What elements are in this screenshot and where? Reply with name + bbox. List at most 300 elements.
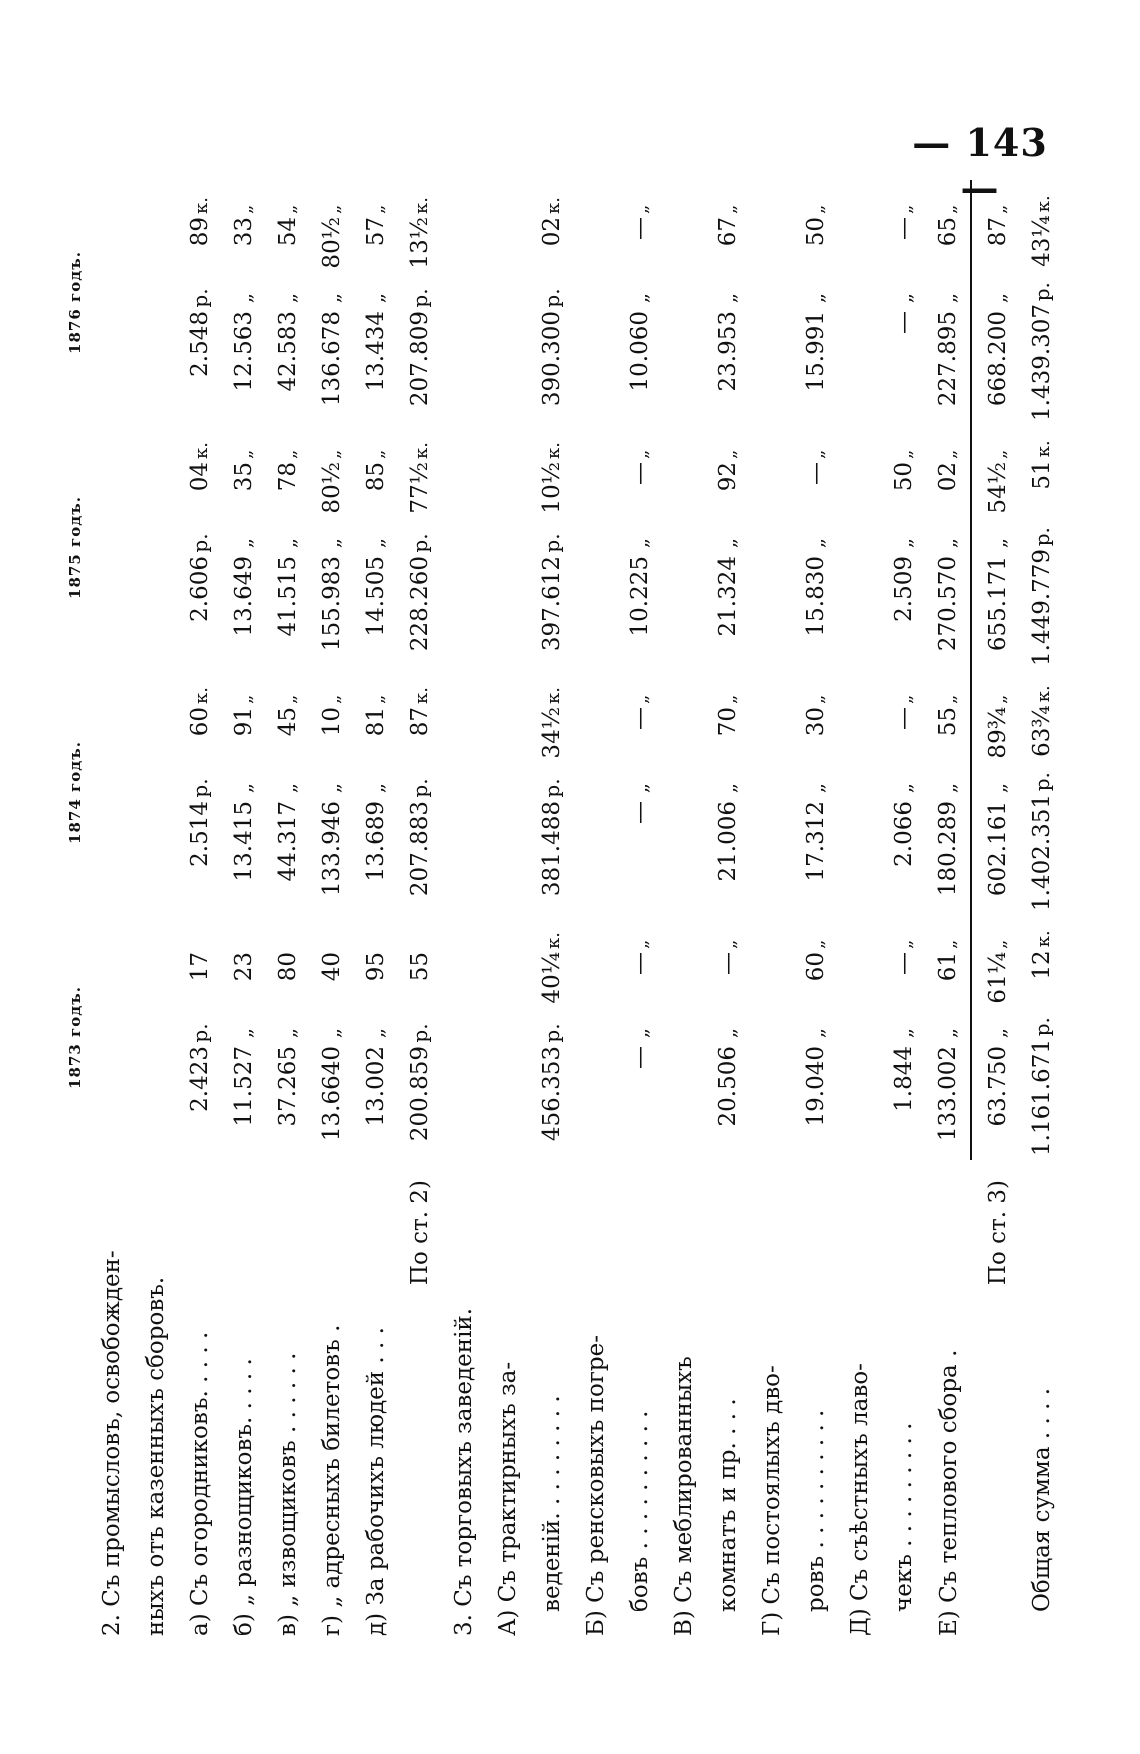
amount bbox=[539, 674, 565, 911]
rubles-amount: 200.859 bbox=[407, 1046, 433, 1142]
value-cell bbox=[354, 670, 398, 915]
amount bbox=[187, 429, 213, 666]
amount bbox=[319, 184, 345, 421]
value-cell bbox=[90, 670, 134, 915]
amount bbox=[715, 919, 741, 1156]
row-label: ныхъ отъ казенныхъ сборовъ. bbox=[143, 1276, 169, 1636]
kopeck-unit: „ bbox=[719, 939, 740, 949]
currency-unit: „ bbox=[804, 292, 828, 304]
table-row bbox=[310, 180, 354, 1640]
table-row bbox=[178, 180, 222, 1640]
value-cell bbox=[926, 425, 971, 670]
kopecks-amount: 10½ bbox=[539, 462, 565, 514]
currency-unit: „ bbox=[892, 1027, 916, 1039]
currency-unit: „ bbox=[232, 782, 256, 794]
amount bbox=[275, 429, 301, 666]
currency-unit: „ bbox=[892, 537, 916, 549]
rubles-amount: 668.200 bbox=[985, 311, 1011, 407]
kopeck-unit: „ bbox=[279, 204, 300, 214]
value-cell bbox=[926, 915, 971, 1160]
rubles-amount: 136.678 bbox=[319, 311, 345, 407]
year-header: 1873 годъ. bbox=[66, 986, 84, 1089]
value-cell bbox=[442, 425, 486, 670]
amount bbox=[715, 674, 741, 911]
currency-unit: р. bbox=[540, 288, 564, 308]
rubles-amount: 17.312 bbox=[803, 801, 829, 882]
rubles-amount: 456.353 bbox=[539, 1046, 565, 1142]
kopeck-unit: „ bbox=[939, 939, 960, 949]
amount bbox=[187, 674, 213, 911]
value-cell bbox=[574, 670, 618, 915]
rubles-amount: 21.006 bbox=[715, 801, 741, 882]
rubles-amount: 1.439.307 bbox=[1029, 303, 1055, 421]
amount bbox=[715, 429, 741, 666]
amount bbox=[985, 674, 1011, 911]
amount bbox=[231, 184, 257, 421]
rubles-amount: 133.002 bbox=[935, 1046, 961, 1142]
currency-unit: „ bbox=[716, 292, 740, 304]
row-label: Общая сумма . . . . bbox=[1029, 1387, 1055, 1612]
kopeck-unit: „ bbox=[279, 449, 300, 459]
value-cell bbox=[794, 180, 838, 425]
amount bbox=[1029, 674, 1055, 911]
amount bbox=[985, 429, 1011, 666]
kopecks-amount: — bbox=[891, 952, 917, 975]
kopeck-unit: к. bbox=[1033, 195, 1054, 213]
amount bbox=[275, 919, 301, 1156]
value-cell bbox=[882, 915, 926, 1160]
value-cell bbox=[618, 425, 662, 670]
kopeck-unit: „ bbox=[895, 939, 916, 949]
currency-unit: „ bbox=[936, 1027, 960, 1039]
value-cell bbox=[178, 670, 222, 915]
kopeck-unit: „ bbox=[895, 204, 916, 214]
currency-unit: „ bbox=[628, 1027, 652, 1039]
value-cell bbox=[530, 180, 574, 425]
rubles-amount: 14.505 bbox=[363, 556, 389, 637]
table-row bbox=[134, 180, 178, 1640]
currency-unit: „ bbox=[804, 1027, 828, 1039]
amount bbox=[363, 429, 389, 666]
currency-unit: „ bbox=[986, 782, 1010, 794]
value-cell bbox=[662, 915, 706, 1160]
kopecks-amount: 10 bbox=[319, 707, 345, 737]
table-row bbox=[442, 180, 486, 1640]
rubles-amount: 15.991 bbox=[803, 311, 829, 392]
currency-unit: „ bbox=[320, 537, 344, 549]
currency-unit: р. bbox=[188, 1023, 212, 1043]
value-cell bbox=[90, 425, 134, 670]
kopeck-unit: „ bbox=[807, 204, 828, 214]
kopeck-unit: к. bbox=[1033, 685, 1054, 703]
rubles-amount: 13.002 bbox=[363, 1046, 389, 1127]
table-row bbox=[838, 180, 882, 1640]
value-cell bbox=[134, 670, 178, 915]
currency-unit: р. bbox=[1030, 527, 1054, 547]
value-cell bbox=[266, 180, 310, 425]
value-cell bbox=[442, 670, 486, 915]
amount bbox=[891, 674, 917, 911]
rubles-amount: 12.563 bbox=[231, 311, 257, 392]
kopeck-unit: „ bbox=[279, 694, 300, 704]
table-row bbox=[618, 180, 662, 1640]
kopeck-unit: „ bbox=[323, 449, 344, 459]
value-cell bbox=[530, 425, 574, 670]
kopecks-amount: 55 bbox=[407, 952, 433, 982]
rubles-amount: 381.488 bbox=[539, 801, 565, 897]
value-cell bbox=[838, 425, 882, 670]
value-cell bbox=[310, 670, 354, 915]
table-row bbox=[354, 180, 398, 1640]
value-cell bbox=[574, 425, 618, 670]
rubles-amount: 227.895 bbox=[935, 311, 961, 407]
kopeck-unit: „ bbox=[939, 204, 960, 214]
amount bbox=[407, 919, 433, 1156]
currency-unit: „ bbox=[986, 292, 1010, 304]
rubles-amount: 13.6640 bbox=[319, 1046, 345, 1142]
rubles-amount: 397.612 bbox=[539, 556, 565, 652]
rubles-amount: 390.300 bbox=[539, 311, 565, 407]
rubles-amount: 270.570 bbox=[935, 556, 961, 652]
kopecks-amount: 91 bbox=[231, 707, 257, 737]
amount bbox=[891, 429, 917, 666]
kopeck-unit: „ bbox=[719, 449, 740, 459]
kopeck-unit: „ bbox=[989, 694, 1010, 704]
currency-unit: „ bbox=[320, 1027, 344, 1039]
amount bbox=[231, 919, 257, 1156]
rubles-amount: 41.515 bbox=[275, 556, 301, 637]
rotated-table-block bbox=[60, 180, 1055, 1640]
kopecks-amount: 89 bbox=[187, 217, 213, 247]
value-cell bbox=[530, 915, 574, 1160]
amount bbox=[363, 919, 389, 1156]
value-cell bbox=[662, 425, 706, 670]
currency-unit: „ bbox=[716, 537, 740, 549]
table-row bbox=[926, 180, 971, 1640]
kopecks-amount: 85 bbox=[363, 462, 389, 492]
year-header-row bbox=[60, 180, 90, 1640]
value-cell bbox=[134, 425, 178, 670]
value-cell bbox=[530, 670, 574, 915]
value-cell bbox=[486, 670, 530, 915]
currency-unit: „ bbox=[892, 292, 916, 304]
kopeck-unit: к. bbox=[191, 442, 212, 459]
currency-unit: р. bbox=[1030, 282, 1054, 302]
value-cell bbox=[486, 180, 530, 425]
row-label: Д) Съ съѣстныхъ лаво- bbox=[847, 1363, 873, 1636]
value-cell bbox=[266, 425, 310, 670]
kopeck-unit: „ bbox=[631, 449, 652, 459]
kopeck-unit: к. bbox=[543, 442, 564, 459]
row-label: По ст. 3) bbox=[984, 1180, 1011, 1286]
kopeck-unit: „ bbox=[631, 204, 652, 214]
currency-unit: р. bbox=[188, 288, 212, 308]
kopecks-amount: 60 bbox=[803, 952, 829, 982]
value-cell bbox=[178, 915, 222, 1160]
rubles-amount: 2.606 bbox=[187, 556, 213, 622]
kopecks-amount: 02 bbox=[539, 217, 565, 247]
kopeck-unit: „ bbox=[235, 204, 256, 214]
amount bbox=[1029, 429, 1055, 666]
row-label: 2. Съ промысловъ, освобожден- bbox=[99, 1250, 125, 1636]
kopecks-amount: — bbox=[627, 707, 653, 730]
currency-unit: „ bbox=[276, 1027, 300, 1039]
amount bbox=[407, 184, 433, 421]
amount bbox=[363, 674, 389, 911]
kopeck-unit: „ bbox=[235, 694, 256, 704]
currency-unit: р. bbox=[188, 533, 212, 553]
value-cell bbox=[706, 180, 750, 425]
value-cell bbox=[90, 180, 134, 425]
amount bbox=[231, 429, 257, 666]
currency-unit: „ bbox=[276, 292, 300, 304]
kopecks-amount: 60 bbox=[187, 707, 213, 737]
rubles-amount: 1.161.671 bbox=[1029, 1038, 1055, 1156]
kopecks-amount: 61¼ bbox=[985, 952, 1011, 1004]
currency-unit: „ bbox=[986, 537, 1010, 549]
rubles-amount: 180.289 bbox=[935, 801, 961, 897]
row-label: веденій. . . . . . . . . bbox=[539, 1395, 565, 1612]
kopeck-unit: „ bbox=[323, 204, 344, 214]
kopecks-amount: 54 bbox=[275, 217, 301, 247]
rubles-amount: 1.402.351 bbox=[1029, 793, 1055, 911]
year-header: 1874 годъ. bbox=[66, 741, 84, 844]
amount bbox=[319, 429, 345, 666]
kopeck-unit: к. bbox=[411, 687, 432, 704]
value-cell bbox=[398, 425, 442, 670]
rubles-amount: 207.809 bbox=[407, 311, 433, 407]
currency-unit: „ bbox=[232, 537, 256, 549]
rubles-amount: 602.161 bbox=[985, 801, 1011, 897]
kopecks-amount: 80 bbox=[275, 952, 301, 982]
kopecks-amount: — bbox=[803, 462, 829, 485]
kopecks-amount: 61 bbox=[935, 952, 961, 982]
rubles-amount: 37.265 bbox=[275, 1046, 301, 1127]
amount bbox=[407, 674, 433, 911]
value-cell bbox=[971, 180, 1020, 425]
rubles-amount: 133.946 bbox=[319, 801, 345, 897]
kopeck-unit: „ bbox=[323, 694, 344, 704]
row-label: чекъ . . . . . . . . . bbox=[891, 1422, 917, 1612]
kopecks-amount: — bbox=[891, 707, 917, 730]
value-cell bbox=[1020, 180, 1064, 425]
kopecks-amount: 67 bbox=[715, 217, 741, 247]
kopeck-unit: „ bbox=[807, 449, 828, 459]
kopeck-unit: „ bbox=[367, 694, 388, 704]
amount bbox=[627, 184, 653, 421]
value-cell bbox=[618, 180, 662, 425]
rubles-amount: 155.983 bbox=[319, 556, 345, 652]
currency-unit: р. bbox=[540, 533, 564, 553]
kopecks-amount: 80½ bbox=[319, 217, 345, 269]
value-cell bbox=[794, 915, 838, 1160]
kopeck-unit: к. bbox=[191, 687, 212, 704]
value-cell bbox=[574, 180, 618, 425]
kopeck-unit: к. bbox=[411, 442, 432, 459]
rubles-amount: 2.514 bbox=[187, 801, 213, 867]
kopecks-amount: 30 bbox=[803, 707, 829, 737]
rubles-amount: — bbox=[627, 1046, 653, 1069]
rubles-amount: 655.171 bbox=[985, 556, 1011, 652]
kopeck-unit: „ bbox=[989, 204, 1010, 214]
row-label: г) „ адресныхъ билетовъ . bbox=[319, 1324, 345, 1636]
row-label: а) Съ огородниковъ. . . . . bbox=[187, 1331, 213, 1636]
kopeck-unit: „ bbox=[989, 939, 1010, 949]
table-row bbox=[90, 180, 134, 1640]
value-cell bbox=[222, 670, 266, 915]
amount bbox=[275, 184, 301, 421]
value-cell bbox=[882, 425, 926, 670]
value-cell bbox=[398, 670, 442, 915]
amount bbox=[1029, 919, 1055, 1156]
rubles-amount: 19.040 bbox=[803, 1046, 829, 1127]
table-row bbox=[530, 180, 574, 1640]
kopeck-unit: „ bbox=[367, 449, 388, 459]
value-cell bbox=[134, 915, 178, 1160]
amount bbox=[715, 184, 741, 421]
row-label: Г) Съ постоялыхъ дво- bbox=[759, 1365, 785, 1636]
table-row bbox=[662, 180, 706, 1640]
kopeck-unit: к. bbox=[543, 687, 564, 704]
kopecks-amount: 54½ bbox=[985, 462, 1011, 514]
rubles-amount: 10.225 bbox=[627, 556, 653, 637]
currency-unit: р. bbox=[408, 533, 432, 553]
currency-unit: р. bbox=[1030, 772, 1054, 792]
value-cell bbox=[310, 425, 354, 670]
amount bbox=[539, 429, 565, 666]
value-cell bbox=[662, 670, 706, 915]
value-cell bbox=[442, 180, 486, 425]
value-cell bbox=[354, 425, 398, 670]
value-cell bbox=[90, 915, 134, 1160]
kopecks-amount: 63¾ bbox=[1029, 705, 1055, 757]
kopecks-amount: 95 bbox=[363, 952, 389, 982]
kopeck-unit: „ bbox=[235, 449, 256, 459]
value-cell bbox=[134, 180, 178, 425]
amount bbox=[627, 429, 653, 666]
row-label: в) „ извощиковъ . . . . . . bbox=[275, 1352, 301, 1636]
table-body bbox=[90, 180, 1064, 1640]
currency-unit: „ bbox=[232, 292, 256, 304]
amount bbox=[539, 184, 565, 421]
kopeck-unit: к. bbox=[1033, 440, 1054, 458]
page-number: — 143 — bbox=[912, 120, 1048, 210]
amount bbox=[539, 919, 565, 1156]
value-cell bbox=[794, 425, 838, 670]
rubles-amount: 1.844 bbox=[891, 1046, 917, 1112]
table-row bbox=[1020, 180, 1064, 1640]
revenue-table bbox=[60, 180, 1064, 1640]
table-row bbox=[266, 180, 310, 1640]
currency-unit: „ bbox=[628, 292, 652, 304]
amount bbox=[319, 674, 345, 911]
rubles-amount: 44.317 bbox=[275, 801, 301, 882]
currency-unit: р. bbox=[1030, 1017, 1054, 1037]
kopeck-unit: „ bbox=[895, 449, 916, 459]
kopecks-amount: 70 bbox=[715, 707, 741, 737]
kopecks-amount: — bbox=[715, 952, 741, 975]
value-cell bbox=[178, 425, 222, 670]
value-cell bbox=[486, 915, 530, 1160]
value-cell bbox=[618, 915, 662, 1160]
kopeck-unit: „ bbox=[807, 939, 828, 949]
amount bbox=[891, 184, 917, 421]
kopeck-unit: „ bbox=[719, 204, 740, 214]
currency-unit: „ bbox=[804, 782, 828, 794]
value-cell bbox=[794, 670, 838, 915]
kopecks-amount: 12 bbox=[1029, 950, 1055, 980]
kopeck-unit: к. bbox=[191, 197, 212, 214]
amount bbox=[935, 184, 961, 421]
row-label: По ст. 2) bbox=[407, 1180, 433, 1286]
amount bbox=[275, 674, 301, 911]
header-blank bbox=[60, 1160, 90, 1640]
rubles-amount: 20.506 bbox=[715, 1046, 741, 1127]
currency-unit: „ bbox=[276, 537, 300, 549]
currency-unit: „ bbox=[232, 1027, 256, 1039]
currency-unit: „ bbox=[364, 782, 388, 794]
value-cell bbox=[486, 425, 530, 670]
rubles-amount: 21.324 bbox=[715, 556, 741, 637]
kopeck-unit: „ bbox=[989, 449, 1010, 459]
value-cell bbox=[750, 915, 794, 1160]
value-cell bbox=[266, 915, 310, 1160]
kopeck-unit: „ bbox=[631, 939, 652, 949]
kopeck-unit: к. bbox=[1033, 930, 1054, 948]
currency-unit: „ bbox=[320, 782, 344, 794]
rubles-amount: 63.750 bbox=[985, 1046, 1011, 1127]
value-cell bbox=[750, 425, 794, 670]
value-cell bbox=[310, 915, 354, 1160]
amount bbox=[985, 919, 1011, 1156]
kopecks-amount: — bbox=[627, 217, 653, 240]
row-label: Е) Съ теплового сбора . bbox=[935, 1349, 962, 1636]
row-label: б) „ разнощиковъ. . . . . bbox=[231, 1358, 257, 1636]
kopeck-unit: к. bbox=[543, 932, 564, 949]
kopeck-unit: „ bbox=[719, 694, 740, 704]
value-cell bbox=[971, 915, 1020, 1160]
kopecks-amount: 77½ bbox=[407, 462, 433, 514]
rubles-amount: 23.953 bbox=[715, 311, 741, 392]
amount bbox=[187, 919, 213, 1156]
table-row bbox=[706, 180, 750, 1640]
table-row bbox=[794, 180, 838, 1640]
rubles-amount: 13.689 bbox=[363, 801, 389, 882]
value-cell bbox=[971, 425, 1020, 670]
value-cell bbox=[618, 670, 662, 915]
amount bbox=[319, 919, 345, 1156]
kopecks-amount: 57 bbox=[363, 217, 389, 247]
amount bbox=[803, 429, 829, 666]
rubles-amount: 2.509 bbox=[891, 556, 917, 622]
amount bbox=[363, 184, 389, 421]
rubles-amount: 13.434 bbox=[363, 311, 389, 392]
table-row bbox=[398, 180, 442, 1640]
row-label: В) Съ меблированныхъ bbox=[671, 1356, 697, 1636]
rubles-amount: 1.449.779 bbox=[1029, 548, 1055, 666]
currency-unit: р. bbox=[188, 778, 212, 798]
currency-unit: „ bbox=[320, 292, 344, 304]
kopecks-amount: 04 bbox=[187, 462, 213, 492]
kopeck-unit: „ bbox=[939, 449, 960, 459]
kopecks-amount: 23 bbox=[231, 952, 257, 982]
currency-unit: „ bbox=[364, 537, 388, 549]
kopecks-amount: 33 bbox=[231, 217, 257, 247]
currency-unit: „ bbox=[716, 1027, 740, 1039]
currency-unit: „ bbox=[804, 537, 828, 549]
year-header: 1875 годъ. bbox=[66, 496, 84, 599]
amount bbox=[985, 184, 1011, 421]
